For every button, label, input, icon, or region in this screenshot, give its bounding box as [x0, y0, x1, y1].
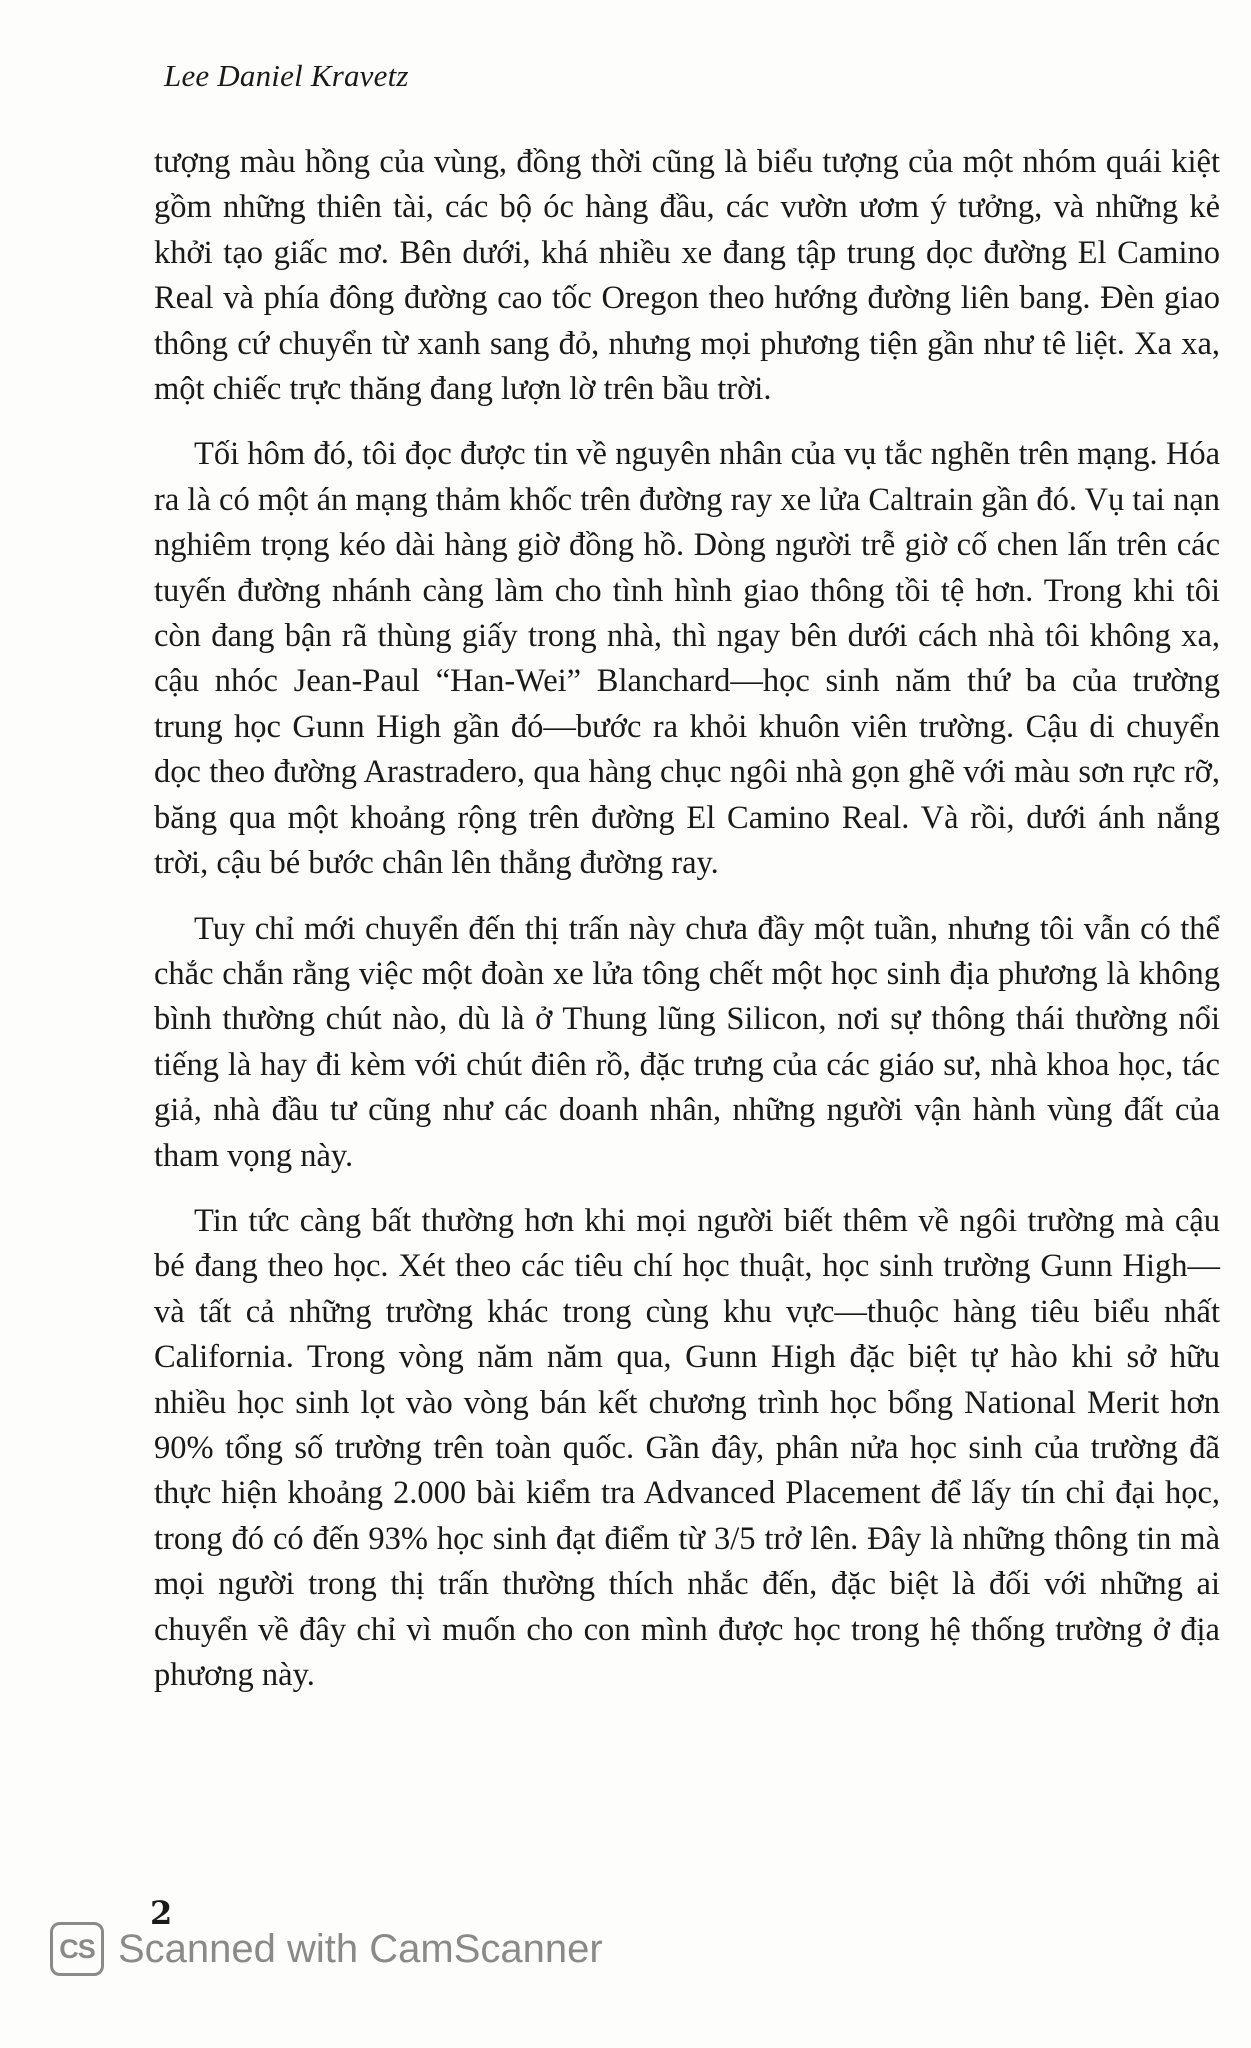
paragraph-3: Tuy chỉ mới chuyển đến thị trấn này chưa đầy một tuần, nhưng tôi vẫn có thể chắc chắn rằng việc một đoàn xe lửa tông chết một học sinh địa phương là không bình thường chút nào, dù là ở Thung lũng Silicon, nơi sự thông thái thường nổi tiếng là hay đi kèm với chút điên rồ, đặc trưng của các giáo sư, nhà khoa học, tác giả, nhà đầu tư cũng như các doanh nhân, những người vận hành vùng đất của tham vọng này. — [154, 910, 1220, 1174]
paragraph-2: Tối hôm đó, tôi đọc được tin về nguyên nhân của vụ tắc nghẽn trên mạng. Hóa ra là có một án mạng thảm khốc trên đường ray xe lửa Caltrain gần đó. Vụ tai nạn nghiêm trọng kéo dài hàng giờ đồng hồ. Dòng người trễ giờ cố chen lấn trên các tuyến đường nhánh càng làm cho tình hình giao thông tồi tệ hơn. Trong khi tôi còn đang bận rã thùng giấy trong nhà, thì ngay bên dưới cách nhà tôi không xa, cậu nhóc Jean-Paul “Han-Wei” Blanchard—học sinh năm thứ ba của trường trung học Gunn High gần đó—bước ra khỏi khuôn viên trường. Cậu di chuyển dọc theo đường Arastradero, qua hàng chục ngôi nhà gọn ghẽ với màu sơn rực rỡ, băng qua một khoảng rộng trên đường El Camino Real. Và rồi, dưới ánh nắng trời, cậu bé bước chân lên thẳng đường ray. — [154, 436, 1220, 882]
paragraph-4: Tin tức càng bất thường hơn khi mọi người biết thêm về ngôi trường mà cậu bé đang theo học. Xét theo các tiêu chí học thuật, học sinh trường Gunn High—và tất cả những trường khác trong cùng khu vực—thuộc hàng tiêu biểu nhất California. Trong vòng năm năm qua, Gunn High đặc biệt tự hào khi sở hữu nhiều học sinh lọt vào vòng bán kết chương trình học bổng National Merit hơn 90% tổng số trường trên toàn quốc. Gần đây, phân nửa học sinh của trường đã thực hiện khoảng 2.000 bài kiểm tra Advanced Placement để lấy tín chỉ đại học, trong đó có đến 93% học sinh đạt điểm từ 3/5 trở lên. Đây là những thông tin mà mọi người trong thị trấn thường thích nhắc đến, đặc biệt là đối với những ai chuyển về đây chỉ vì muốn cho con mình được học trong hệ thống trường ở địa phương này. — [154, 1202, 1220, 1693]
camscanner-watermark — [50, 1922, 603, 1976]
body-text — [154, 140, 1220, 1698]
paragraph-1: tượng màu hồng của vùng, đồng thời cũng là biểu tượng của một nhóm quái kiệt gồm những thiên tài, các bộ óc hàng đầu, các vườn ươm ý tưởng, và những kẻ khởi tạo giấc mơ. Bên dưới, khá nhiều xe đang tập trung dọc đường El Camino Real và phía đông đường cao tốc Oregon theo hướng đường liên bang. Đèn giao thông cứ chuyển từ xanh sang đỏ, nhưng mọi phương tiện gần như tê liệt. Xa xa, một chiếc trực thăng đang lượn lờ trên bầu trời. — [154, 144, 1220, 408]
running-head-author: Lee Daniel Kravetz — [164, 58, 409, 93]
camscanner-logo-icon: CS — [50, 1922, 104, 1976]
page-number: 2 — [150, 1894, 173, 1932]
watermark-text: Scanned with CamScanner — [118, 1926, 603, 1971]
